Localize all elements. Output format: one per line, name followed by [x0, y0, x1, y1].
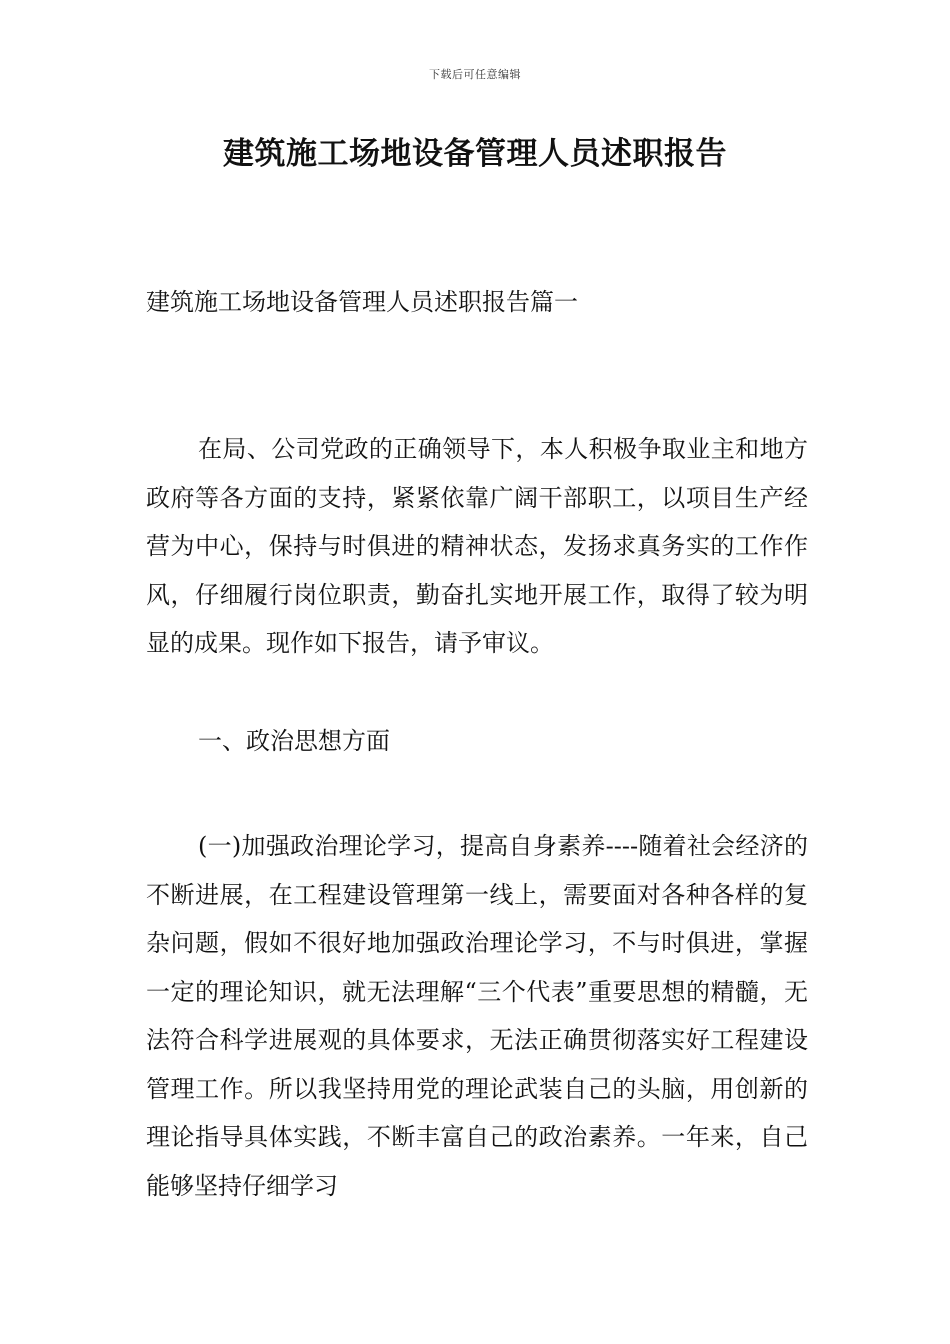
section-title: 建筑施工场地设备管理人员述职报告篇一 — [146, 288, 578, 316]
paragraph-intro: 在局、公司党政的正确领导下，本人积极争取业主和地方政府等各方面的支持，紧紧依靠广阔干部职工，以项目生产经营为中心，保持与时俱进的精神状态，发扬求真务实的工作作风，仔细履行岗位职责，勤奋扎实地开展工作，取得了较为明显的成果。现作如下报告，请予审议。 — [146, 435, 808, 657]
heading-political-thought: 一、政治思想方面 — [198, 727, 390, 755]
document-title: 建筑施工场地设备管理人员述职报告 — [223, 136, 727, 172]
header-note: 下载后可任意编辑 — [429, 68, 521, 81]
paragraph-theory-study: (一)加强政治理论学习，提高自身素养----随着社会经济的不断进展，在工程建设管理第一线上，需要面对各种各样的复杂问题，假如不很好地加强政治理论学习，不与时俱进，掌握一定的理论知识，就无法理解“三个代表”重要思想的精髓，无法符合科学进展观的具体要求，无法正确贯彻落实好工程建设管理工作。所以我坚持用党的理论武装自己的头脑，用创新的理论指导具体实践，不断丰富自己的政治素养。一年来，自己能够坚持仔细学习 — [146, 832, 808, 1200]
